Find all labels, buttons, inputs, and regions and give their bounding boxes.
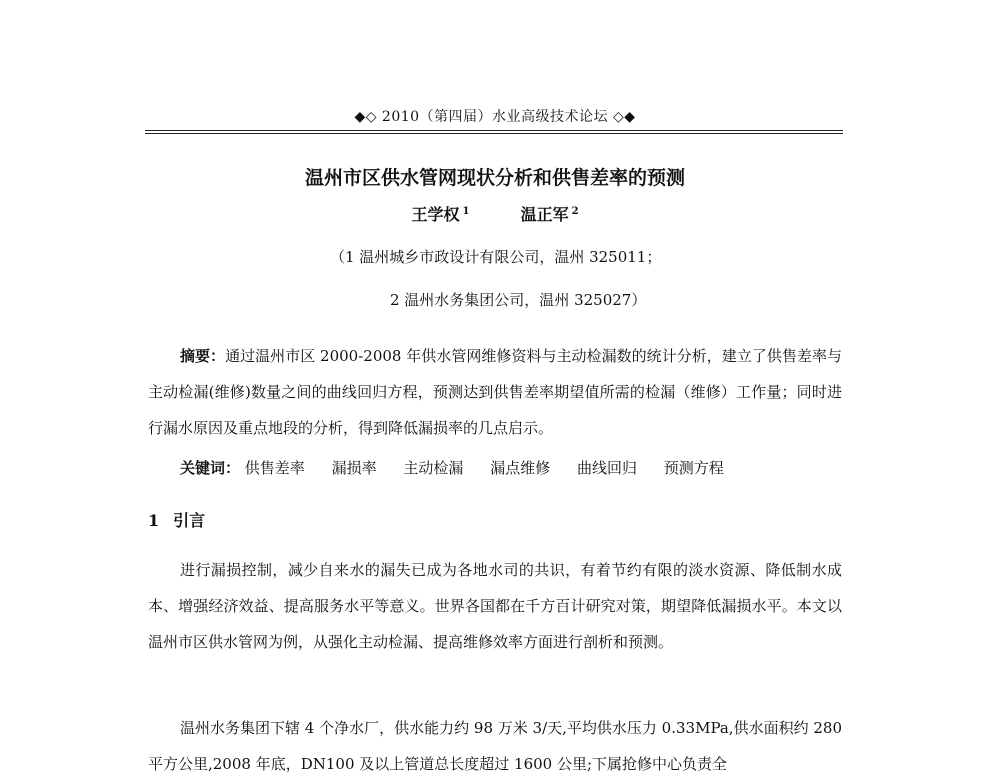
keyword: 漏损率 [331, 459, 377, 477]
author-name: 温正军 [520, 205, 569, 224]
paper-title: 温州市区供水管网现状分析和供售差率的预测 [304, 167, 685, 189]
author-affiliation-mark: 2 [571, 206, 579, 217]
affiliation-2: 2 温州水务集团公司，温州 325027） [390, 291, 647, 309]
author-line [148, 202, 842, 225]
abstract-label: 摘要： [180, 347, 226, 365]
author-affiliation-mark: 1 [462, 206, 470, 217]
abstract-text: 通过温州市区 2000-2008 年供水管网维修资料与主动检漏数的统计分析，建立了供售差率与主动检漏(维修)数量之间的曲线回归方程，预测达到供售差率期望值所需的检漏（维修）工作量；同时进行漏水原因及重点地段的分析，得到降低漏损率的几点启示。 [148, 347, 842, 437]
keyword: 供售差率 [244, 459, 305, 477]
keyword: 主动检漏 [403, 459, 464, 477]
affiliation-1: （1 温州城乡市政设计有限公司，温州 325011； [330, 248, 662, 266]
body-paragraph: 进行漏损控制，减少自来水的漏失已成为各地水司的共识，有着节约有限的淡水资源、降低制水成本、增强经济效益、提高服务水平等意义。世界各国都在千方百计研究对策，期望降低漏损水平。本文以温州市区供水管网为例，从强化主动检漏、提高维修效率方面进行剖析和预测。 [148, 561, 842, 651]
body-paragraph: 温州水务集团下辖 4 个净水厂，供水能力约 98 万米 3/天,平均供水压力 0.33MPa,供水面积约 280 平方公里,2008 年底，DN100 及以上管道总长度超过 1600 公里;下属抢修中心负责全 [148, 719, 842, 773]
section-number: 1 [148, 511, 160, 530]
keywords-label: 关键词： [180, 459, 241, 477]
header-rule [145, 130, 843, 134]
keyword: 预测方程 [663, 459, 724, 477]
abstract [148, 338, 842, 446]
keywords [180, 457, 746, 478]
section-heading [148, 508, 205, 531]
keyword: 曲线回归 [576, 459, 637, 477]
running-header: ◆◇ 2010（第四届）水业高级技术论坛 ◇◆ [354, 109, 636, 125]
author-name: 王学权 [411, 205, 460, 224]
section-title: 引言 [173, 511, 206, 530]
keyword: 漏点维修 [490, 459, 551, 477]
